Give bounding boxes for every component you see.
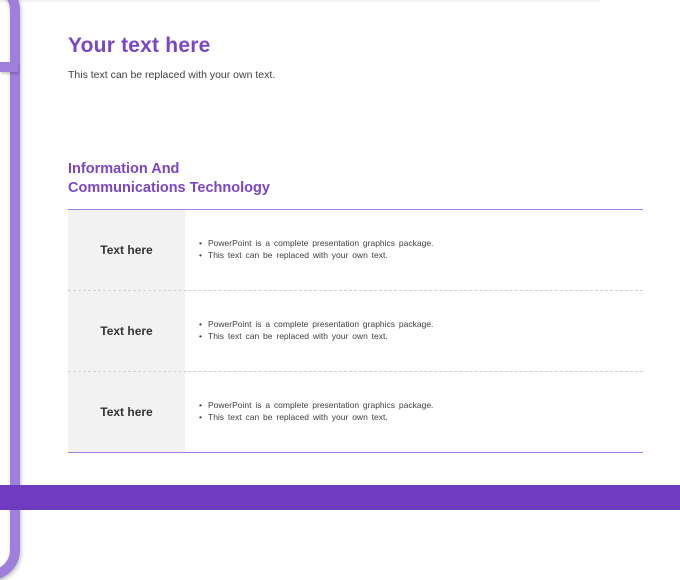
bullet-text: PowerPoint is a complete presentation graphics package. bbox=[208, 400, 434, 410]
bullet-item bbox=[199, 238, 643, 250]
bullet-item bbox=[199, 331, 643, 343]
bullet-icon: • bbox=[199, 319, 202, 329]
info-table bbox=[68, 209, 643, 453]
row-content bbox=[185, 291, 643, 371]
section-heading bbox=[68, 160, 368, 198]
bullet-text: This text can be replaced with your own text. bbox=[208, 249, 388, 260]
bullet-item bbox=[199, 400, 643, 412]
bullet-text: PowerPoint is a complete presentation graphics package. bbox=[208, 319, 434, 329]
bullet-icon: • bbox=[199, 400, 202, 410]
bullet-text: This text can be replaced with your own text. bbox=[208, 330, 388, 341]
slide-subtitle: This text can be replaced with your own text. bbox=[68, 69, 276, 81]
row-content bbox=[185, 210, 643, 290]
bullet-icon: • bbox=[199, 238, 202, 248]
bullet-list bbox=[199, 238, 643, 261]
row-label: Text here bbox=[68, 210, 185, 290]
table-row bbox=[68, 290, 643, 371]
row-content bbox=[185, 372, 643, 452]
slide-title: Your text here bbox=[68, 34, 211, 57]
bullet-text: PowerPoint is a complete presentation graphics package. bbox=[208, 238, 434, 248]
bullet-item bbox=[199, 412, 643, 424]
bullet-list bbox=[199, 319, 643, 342]
table-row bbox=[68, 210, 643, 290]
bullet-icon: • bbox=[199, 330, 202, 341]
row-label: Text here bbox=[68, 372, 185, 452]
top-divider bbox=[0, 0, 600, 2]
bottom-bar bbox=[0, 485, 680, 510]
section-heading-line-2: Communications Technology bbox=[68, 180, 270, 196]
bullet-icon: • bbox=[199, 249, 202, 260]
row-label: Text here bbox=[68, 291, 185, 371]
bullet-list bbox=[199, 400, 643, 423]
bullet-item bbox=[199, 319, 643, 331]
bullet-item bbox=[199, 250, 643, 262]
section-heading-line-1: Information And bbox=[68, 161, 180, 177]
bullet-icon: • bbox=[199, 411, 202, 422]
decorative-bar bbox=[0, 62, 18, 72]
bullet-text: This text can be replaced with your own text. bbox=[208, 411, 388, 422]
table-row bbox=[68, 371, 643, 452]
